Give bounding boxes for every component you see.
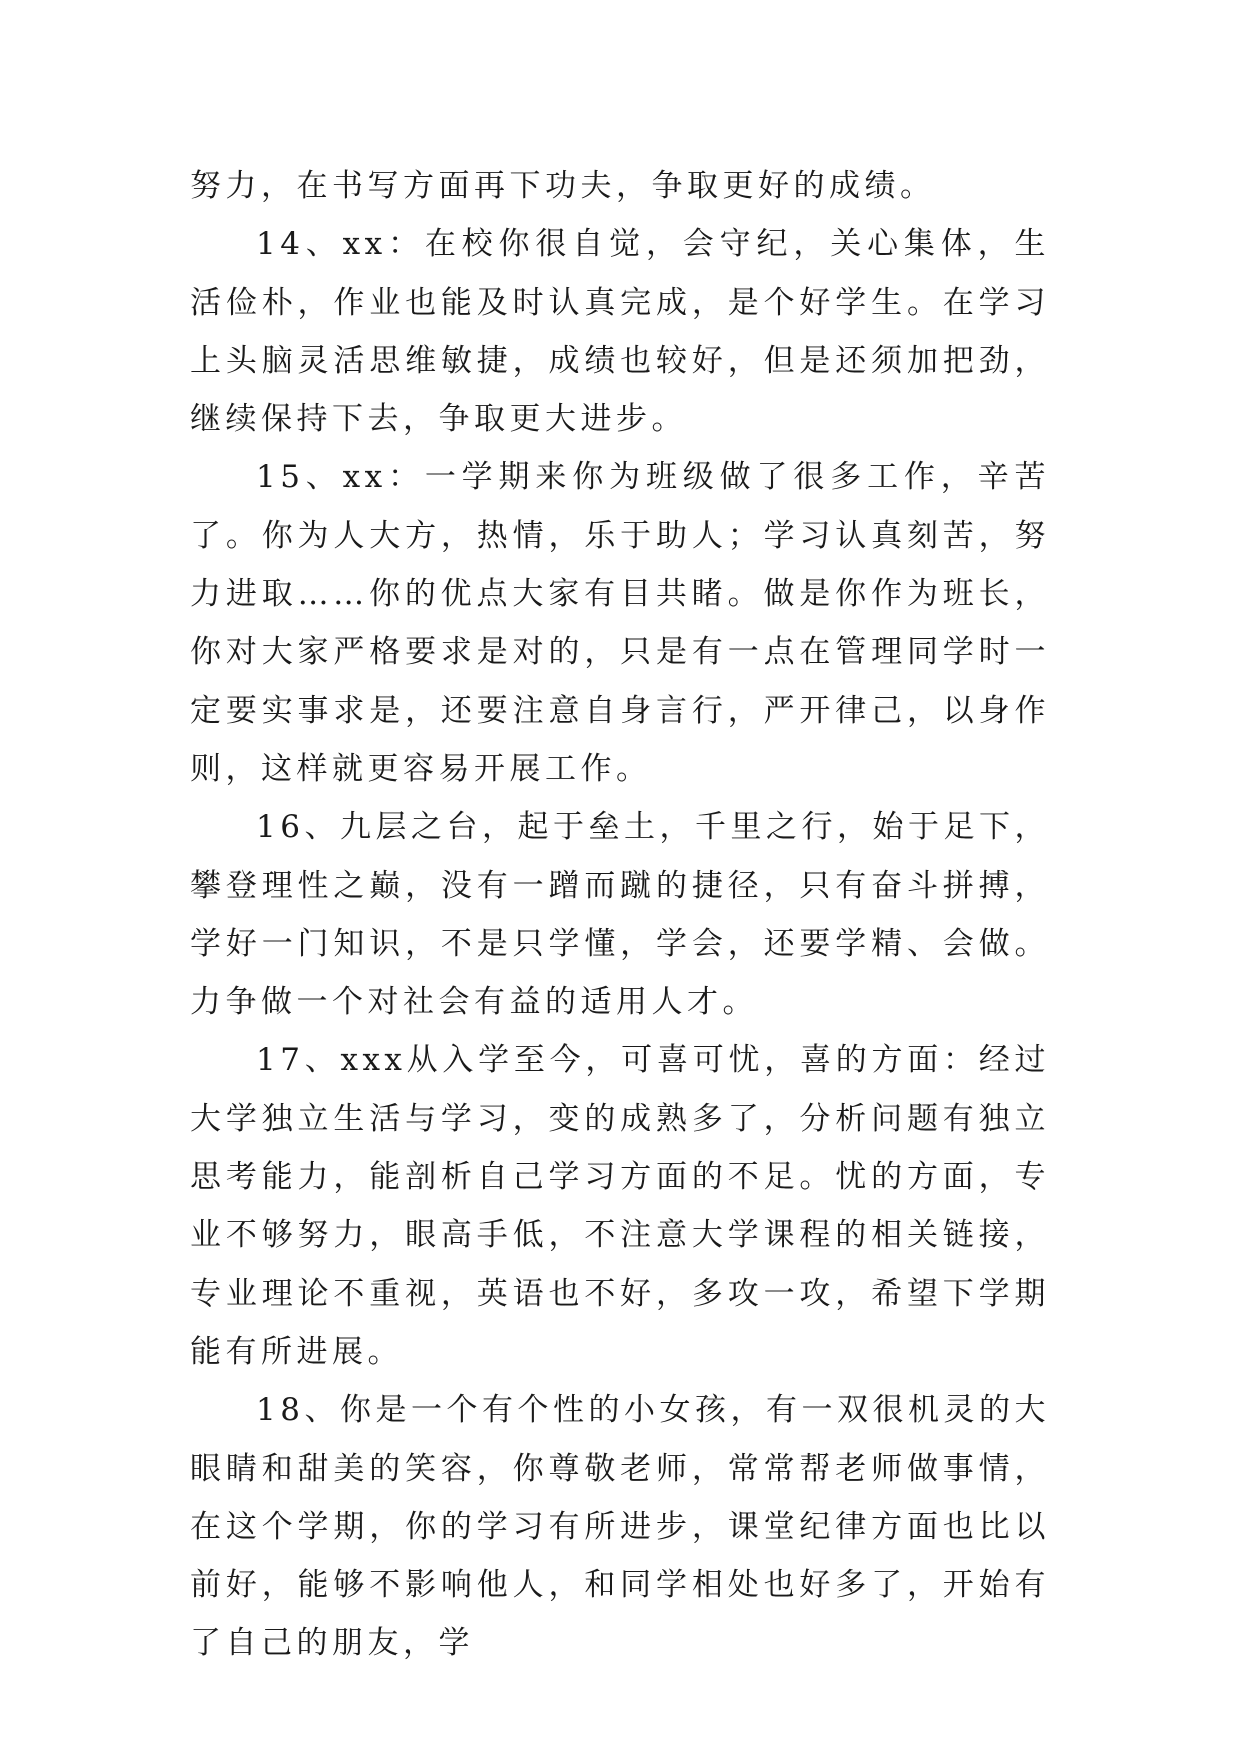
paragraph-18: 18、你是一个有个性的小女孩，有一双很机灵的大眼睛和甜美的笑容，你尊敬老师，常常帮老师做事情，在这个学期，你的学习有所进步，课堂纪律方面也比以前好，能够不影响他人，和同学相处也好多了，开始有了自己的朋友，学: [190, 1392, 1050, 1662]
paragraph-14: 14、xx：在校你很自觉，会守纪，关心集体，生活俭朴，作业也能及时认真完成，是个好学生。在学习上头脑灵活思维敏捷，成绩也较好，但是还须加把劲，继续保持下去，争取更大进步。: [190, 226, 1050, 438]
document-body: [190, 157, 1050, 1673]
paragraph-17: 17、xxx从入学至今，可喜可忧，喜的方面：经过大学独立生活与学习，变的成熟多了，分析问题有独立思考能力，能剖析自己学习方面的不足。忧的方面，专业不够努力，眼高手低，不注意大学课程的相关链接，专业理论不重视，英语也不好，多攻一攻，希望下学期能有所进展。: [190, 1042, 1050, 1370]
paragraph-16: 16、九层之台，起于垒土，千里之行，始于足下，攀登理性之巅，没有一蹭而蹴的捷径，只有奋斗拼搏，学好一门知识，不是只学懂，学会，还要学精、会做。力争做一个对社会有益的适用人才。: [190, 809, 1050, 1021]
paragraph-15: 15、xx：一学期来你为班级做了很多工作，辛苦了。你为人大方，热情，乐于助人；学习认真刻苦，努力进取……你的优点大家有目共睹。做是你作为班长，你对大家严格要求是对的，只是有一点在管理同学时一定要实事求是，还要注意自身言行，严开律己，以身作则，这样就更容易开展工作。: [190, 459, 1050, 787]
paragraph-continuation: 努力，在书写方面再下功夫，争取更好的成绩。: [190, 168, 936, 204]
